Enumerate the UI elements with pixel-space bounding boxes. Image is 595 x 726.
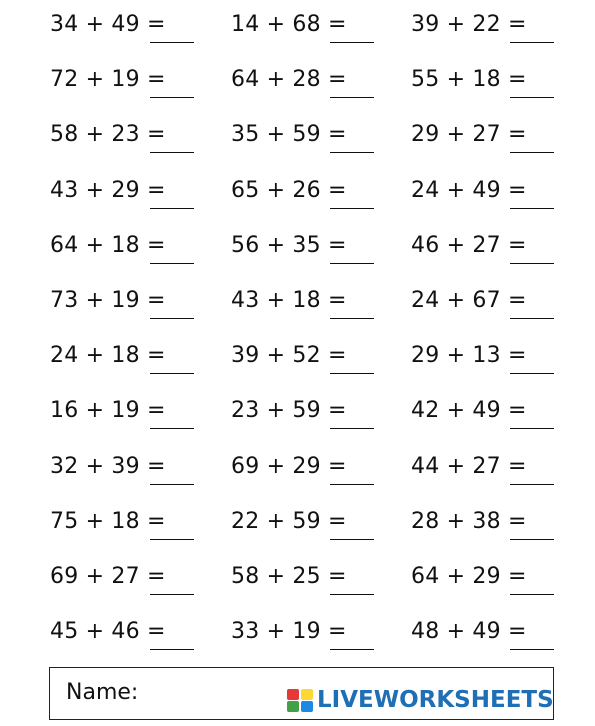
answer-blank[interactable] bbox=[510, 539, 554, 540]
name-label: Name: bbox=[66, 680, 139, 705]
problem-expression: 56 + 35 = bbox=[231, 232, 347, 258]
problem-expression: 29 + 27 = bbox=[411, 122, 527, 148]
problem-row bbox=[0, 392, 595, 432]
problem-expression: 24 + 49 = bbox=[411, 177, 527, 203]
answer-blank[interactable] bbox=[510, 318, 554, 319]
problem-expression: 16 + 19 = bbox=[50, 398, 166, 424]
answer-blank[interactable] bbox=[330, 42, 374, 43]
answer-blank[interactable] bbox=[150, 594, 194, 595]
problem-expression: 34 + 49 = bbox=[50, 12, 166, 37]
liveworksheets-logo-icon bbox=[286, 686, 314, 714]
problem-expression: 23 + 59 = bbox=[231, 398, 347, 424]
answer-blank[interactable] bbox=[330, 152, 374, 153]
problem-row bbox=[0, 337, 595, 377]
problem-expression: 33 + 19 = bbox=[231, 619, 347, 645]
answer-blank[interactable] bbox=[330, 649, 374, 650]
answer-blank[interactable] bbox=[330, 428, 374, 429]
problem-expression: 64 + 29 = bbox=[411, 564, 527, 589]
answer-blank[interactable] bbox=[330, 208, 374, 209]
answer-blank[interactable] bbox=[150, 539, 194, 540]
problem-expression: 39 + 22 = bbox=[411, 12, 527, 37]
problem-expression: 46 + 27 = bbox=[411, 232, 527, 258]
answer-blank[interactable] bbox=[150, 263, 194, 264]
liveworksheets-logo bbox=[286, 685, 554, 715]
problem-expression: 45 + 46 = bbox=[50, 619, 166, 645]
logo-text: LIVEWORKSHEETS bbox=[317, 687, 554, 713]
problem-expression: 44 + 27 = bbox=[411, 453, 527, 479]
problem-expression: 75 + 18 = bbox=[50, 508, 166, 534]
answer-blank[interactable] bbox=[150, 208, 194, 209]
answer-blank[interactable] bbox=[330, 263, 374, 264]
problem-row bbox=[0, 448, 595, 488]
answer-blank[interactable] bbox=[510, 152, 554, 153]
answer-blank[interactable] bbox=[330, 539, 374, 540]
answer-blank[interactable] bbox=[150, 373, 194, 374]
problem-expression: 14 + 68 = bbox=[231, 12, 347, 37]
problem-expression: 35 + 59 = bbox=[231, 122, 347, 148]
problem-row bbox=[0, 61, 595, 101]
answer-blank[interactable] bbox=[510, 484, 554, 485]
answer-blank[interactable] bbox=[330, 373, 374, 374]
problem-expression: 69 + 29 = bbox=[231, 453, 347, 479]
answer-blank[interactable] bbox=[510, 594, 554, 595]
answer-blank[interactable] bbox=[510, 263, 554, 264]
problem-expression: 73 + 19 = bbox=[50, 288, 166, 313]
problem-row bbox=[0, 503, 595, 543]
problem-expression: 24 + 18 = bbox=[50, 343, 166, 369]
problem-row bbox=[0, 227, 595, 267]
problem-expression: 48 + 49 = bbox=[411, 619, 527, 645]
answer-blank[interactable] bbox=[510, 428, 554, 429]
problem-row bbox=[0, 613, 595, 653]
problem-row bbox=[0, 172, 595, 212]
answer-blank[interactable] bbox=[330, 484, 374, 485]
problem-row bbox=[0, 116, 595, 156]
answer-blank[interactable] bbox=[150, 97, 194, 98]
problem-expression: 58 + 23 = bbox=[50, 122, 166, 148]
problem-expression: 64 + 28 = bbox=[231, 67, 347, 93]
answer-blank[interactable] bbox=[510, 42, 554, 43]
problem-expression: 72 + 19 = bbox=[50, 67, 166, 93]
problem-expression: 55 + 18 = bbox=[411, 67, 527, 93]
problem-expression: 29 + 13 = bbox=[411, 343, 527, 369]
answer-blank[interactable] bbox=[150, 649, 194, 650]
problem-expression: 43 + 29 = bbox=[50, 177, 166, 203]
problem-expression: 39 + 52 = bbox=[231, 343, 347, 369]
problem-row bbox=[0, 6, 595, 46]
problem-expression: 69 + 27 = bbox=[50, 564, 166, 589]
problem-expression: 42 + 49 = bbox=[411, 398, 527, 424]
problem-expression: 43 + 18 = bbox=[231, 288, 347, 313]
answer-blank[interactable] bbox=[510, 97, 554, 98]
problem-expression: 32 + 39 = bbox=[50, 453, 166, 479]
answer-blank[interactable] bbox=[510, 649, 554, 650]
answer-blank[interactable] bbox=[330, 97, 374, 98]
problem-row bbox=[0, 282, 595, 322]
answer-blank[interactable] bbox=[150, 152, 194, 153]
answer-blank[interactable] bbox=[330, 318, 374, 319]
problem-expression: 58 + 25 = bbox=[231, 564, 347, 589]
problem-row bbox=[0, 558, 595, 598]
problem-expression: 65 + 26 = bbox=[231, 177, 347, 203]
problem-expression: 64 + 18 = bbox=[50, 232, 166, 258]
answer-blank[interactable] bbox=[150, 428, 194, 429]
answer-blank[interactable] bbox=[510, 208, 554, 209]
answer-blank[interactable] bbox=[150, 484, 194, 485]
answer-blank[interactable] bbox=[510, 373, 554, 374]
answer-blank[interactable] bbox=[330, 594, 374, 595]
problem-expression: 22 + 59 = bbox=[231, 508, 347, 534]
answer-blank[interactable] bbox=[150, 318, 194, 319]
answer-blank[interactable] bbox=[150, 42, 194, 43]
problem-expression: 24 + 67 = bbox=[411, 288, 527, 313]
problem-expression: 28 + 38 = bbox=[411, 508, 527, 534]
